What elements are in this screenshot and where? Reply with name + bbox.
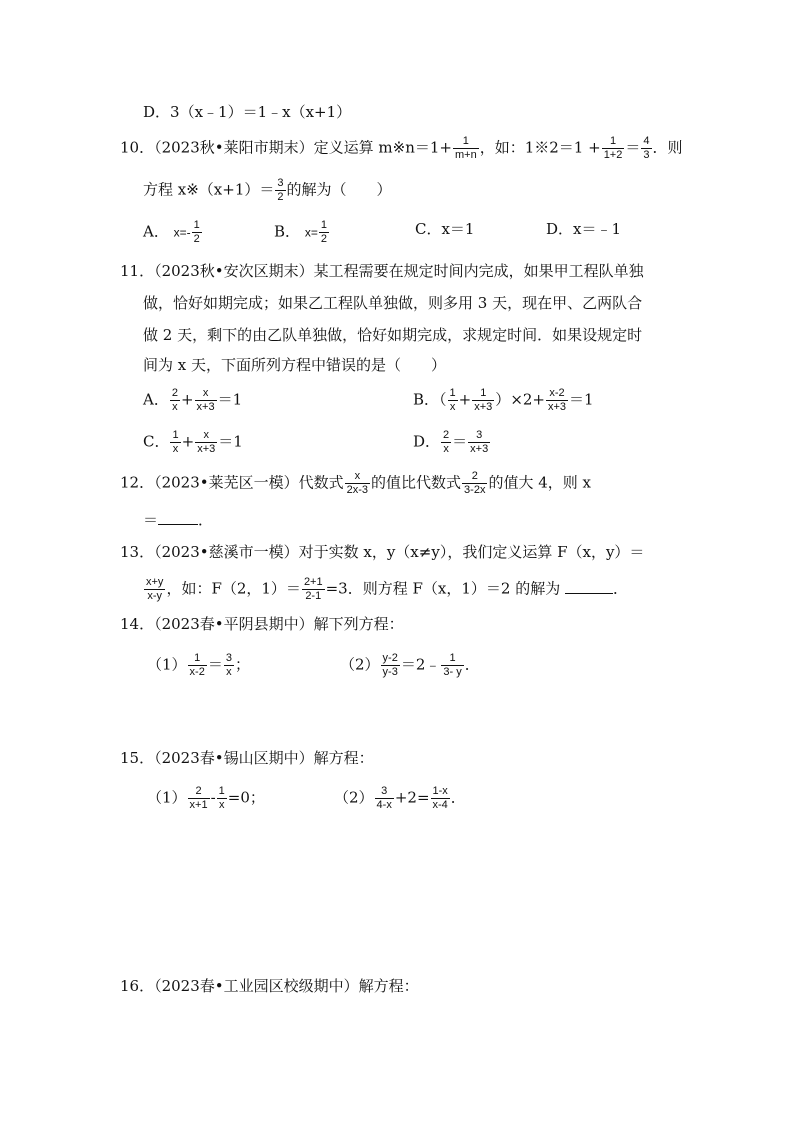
q10-line2-pre: 方程 x※（x+1）＝ <box>143 180 275 199</box>
q10-option-b-fraction <box>319 219 329 246</box>
q10-example-fraction-1 <box>602 135 625 162</box>
denominator: 3- y <box>443 666 462 678</box>
option-label: C． <box>143 432 170 451</box>
q10-example: ，如：1※2＝1 <box>479 138 584 157</box>
option-label: A． <box>143 222 169 241</box>
fraction <box>144 576 165 603</box>
numerator: 3 <box>225 652 232 664</box>
q13-line1: 13．（2023•慈溪市一模）对于实数 x，y（x≠y），我们定义运算 F（x，y）＝ <box>120 543 645 561</box>
q11-option-d: D． $\frac{2}{x}$ ＝ $\frac{3}{x+3}$ <box>413 429 489 455</box>
numerator: 1 <box>449 387 456 399</box>
fraction <box>472 387 494 414</box>
numerator: 1 <box>441 652 463 666</box>
option-label: B． <box>274 222 301 241</box>
numerator: 1 <box>188 652 207 666</box>
numerator: 3 <box>277 177 284 189</box>
q14-part-1: （1） $\frac{1}{x-2}$ ＝ $\frac{3}{x}$ ； <box>147 652 250 678</box>
denominator: x+3 <box>470 443 489 455</box>
denominator: x+3 <box>196 401 215 413</box>
q11-option-c: C． $\frac{1}{x}$ + $\frac{x}{x+3}$ ＝1 <box>143 429 243 455</box>
numerator: x <box>195 387 217 401</box>
fraction <box>345 470 370 497</box>
denominator: x-2 <box>189 666 205 678</box>
denominator: x+3 <box>474 401 493 413</box>
fraction <box>170 429 180 456</box>
fraction <box>217 785 227 812</box>
denominator: 3-2x <box>464 484 486 496</box>
fraction <box>375 785 394 812</box>
option-label: A． <box>143 390 169 409</box>
denominator: x <box>172 443 179 455</box>
part-label: （1） <box>147 788 187 807</box>
equals-one: ＝1 <box>218 432 243 451</box>
fraction <box>441 652 463 679</box>
numerator: 1 <box>172 429 179 441</box>
times-two: ×2+ <box>510 390 545 409</box>
answer-blank[interactable] <box>158 524 198 525</box>
q11-option-b: B．（ $\frac{1}{x}$ + $\frac{1}{x+3}$ ）×2+ $\frac{x-2}{x+3}$ ＝1 <box>413 387 594 413</box>
fraction <box>462 470 487 497</box>
option-label: D． <box>413 432 441 451</box>
q12-pre: 12．（2023•莱芜区一模）代数式 <box>120 473 344 492</box>
q12-post: 的值大 4，则 x <box>488 473 591 492</box>
denominator: x <box>449 401 456 413</box>
q12-mid: 的值比代数式 <box>371 473 462 492</box>
q13-post: =3．则方程 F（x，1）＝2 的解为 <box>325 579 565 598</box>
q12-line2: ＝ ． <box>143 511 214 529</box>
numerator: x-2 <box>546 387 568 401</box>
numerator: 1 <box>453 135 479 149</box>
numerator: 2 <box>462 470 487 484</box>
numerator: 1 <box>218 785 225 797</box>
fraction <box>441 429 451 456</box>
denominator: 2 <box>277 191 284 203</box>
q10-line2 <box>143 177 392 204</box>
q10-option-a: A． x=- $\frac{1}{2}$ <box>143 219 200 245</box>
denominator: 2 <box>320 233 327 245</box>
q10-option-b: B． x= $\frac{1}{2}$ <box>274 219 327 245</box>
q12-line1 <box>120 470 591 497</box>
denominator: 2-1 <box>305 590 322 602</box>
numerator: y-2 <box>382 652 398 664</box>
q15-post: =0； <box>227 788 265 807</box>
numerator: 4 <box>643 135 650 147</box>
q9-option-d: D．3（x﹣1）＝1﹣x（x+1） <box>143 103 352 121</box>
numerator: x <box>195 429 217 443</box>
numerator: 3 <box>375 785 394 799</box>
q11-line2: 做，恰好如期完成；如果乙工程队单独做，则多用 3 天，现在甲、乙两队合 <box>143 294 643 312</box>
q15-part-2: （2） $\frac{3}{4-x}$ +2= $\frac{1-x}{x-4}$ ． <box>334 785 466 811</box>
q13-mid: ，如：F（2，1）＝ <box>166 579 301 598</box>
q10-tail: ．则 <box>652 138 683 157</box>
denominator: 3 <box>643 149 650 161</box>
q12-equals: ＝ <box>143 511 159 529</box>
q16-head: 16．（2023春•工业园区校级期中）解方程： <box>120 977 419 995</box>
fraction <box>448 387 458 414</box>
fraction <box>381 652 400 679</box>
option-label: B． <box>413 390 440 409</box>
denominator: y-3 <box>382 666 398 678</box>
fraction <box>224 652 234 679</box>
equals-one: ＝1 <box>569 390 594 409</box>
q14-mid: ＝2﹣ <box>400 655 441 674</box>
q10-option-c: C．x＝1 <box>415 220 475 238</box>
q10-option-a-fraction <box>192 219 202 246</box>
q15-head: 15．（2023春•锡山区期中）解方程： <box>120 749 374 767</box>
denominator: x+3 <box>197 443 216 455</box>
part-label: （2） <box>340 655 380 674</box>
denominator: x <box>218 799 225 811</box>
q15-part-1: （1） $\frac{2}{x+1}$ - $\frac{1}{x}$ =0； <box>147 785 265 811</box>
numerator: 3 <box>468 429 490 443</box>
fraction <box>188 652 207 679</box>
denominator: x+3 <box>548 401 567 413</box>
q10-line2-fraction <box>275 177 285 204</box>
q10-head: 10．（2023秋•莱阳市期末）定义运算 <box>120 138 374 157</box>
q13-line2: $\frac{x+y}{x-y}$ ，如：F（2，1）＝ $\frac{2+1}{2-1}$ =3．则方程 F（x，1）＝2 的解为 ． <box>146 576 628 602</box>
numerator: 1 <box>602 135 625 149</box>
fraction <box>302 576 325 603</box>
denominator: x <box>443 443 449 455</box>
fraction <box>468 429 490 456</box>
q10-line1: 10．（2023秋•莱阳市期末）定义运算 m※n＝1+ $\frac{1}{m+n}$ ，如：1※2＝1 + $\frac{1}{1+2}$ ＝ $\frac{4}{3}$ ．则 <box>120 135 683 161</box>
denominator: 2x-3 <box>346 484 369 496</box>
q14-head: 14．（2023春•平阴县期中）解下列方程： <box>120 615 404 633</box>
numerator: 1 <box>193 219 200 231</box>
denominator: x-4 <box>432 799 448 811</box>
numerator: 2 <box>443 429 450 441</box>
q10-line2-post: 的解为（ ） <box>286 180 392 199</box>
denominator: 2 <box>193 233 200 245</box>
denominator: 4-x <box>376 799 392 811</box>
q14-part-2: （2） $\frac{y-2}{y-3}$ ＝2﹣ $\frac{1}{3- y}$ ． <box>340 652 480 678</box>
q11-line3: 做 2 天，剩下的由乙队单独做，恰好如期完成，求规定时间．如果设规定时 <box>143 326 643 344</box>
denominator: x-y <box>147 590 163 602</box>
fraction <box>188 785 210 812</box>
numerator: 1 <box>320 219 327 231</box>
fraction <box>195 387 217 414</box>
equals-one: ＝1 <box>217 390 243 409</box>
fraction <box>546 387 568 414</box>
part-label: （1） <box>147 655 187 674</box>
q11-line4: 间为 x 天，下面所列方程中错误的是（ ） <box>143 356 446 374</box>
numerator: 2+1 <box>303 576 323 588</box>
denominator: x <box>226 666 232 678</box>
q15-mid: +2= <box>394 788 430 807</box>
q10-def-fraction <box>453 135 479 162</box>
fraction <box>195 429 217 456</box>
fraction <box>431 785 450 812</box>
numerator: x+y <box>146 576 164 588</box>
q11-option-a: A． $\frac{2}{x}$ + $\frac{x}{x+3}$ ＝1 <box>143 387 243 413</box>
q10-example-fraction-2 <box>641 135 651 162</box>
denominator: x <box>172 401 178 413</box>
denominator: x+1 <box>189 799 208 811</box>
q11-line1: 11．（2023秋•安次区期末）某工程需要在规定时间内完成，如果甲工程队单独 <box>120 262 644 280</box>
denominator: 1+2 <box>603 149 623 161</box>
answer-blank[interactable] <box>565 593 613 594</box>
numerator: 1-x <box>432 785 448 797</box>
numerator: 2 <box>171 387 178 399</box>
q10-def-lhs: m※n＝1+ <box>378 138 452 157</box>
denominator: m+n <box>454 149 477 161</box>
part-label: （2） <box>334 788 374 807</box>
fraction <box>170 387 180 414</box>
numerator: x <box>345 470 370 484</box>
numerator: 1 <box>472 387 494 401</box>
numerator: 2 <box>188 785 210 799</box>
q10-option-d: D．x＝﹣1 <box>546 220 622 238</box>
